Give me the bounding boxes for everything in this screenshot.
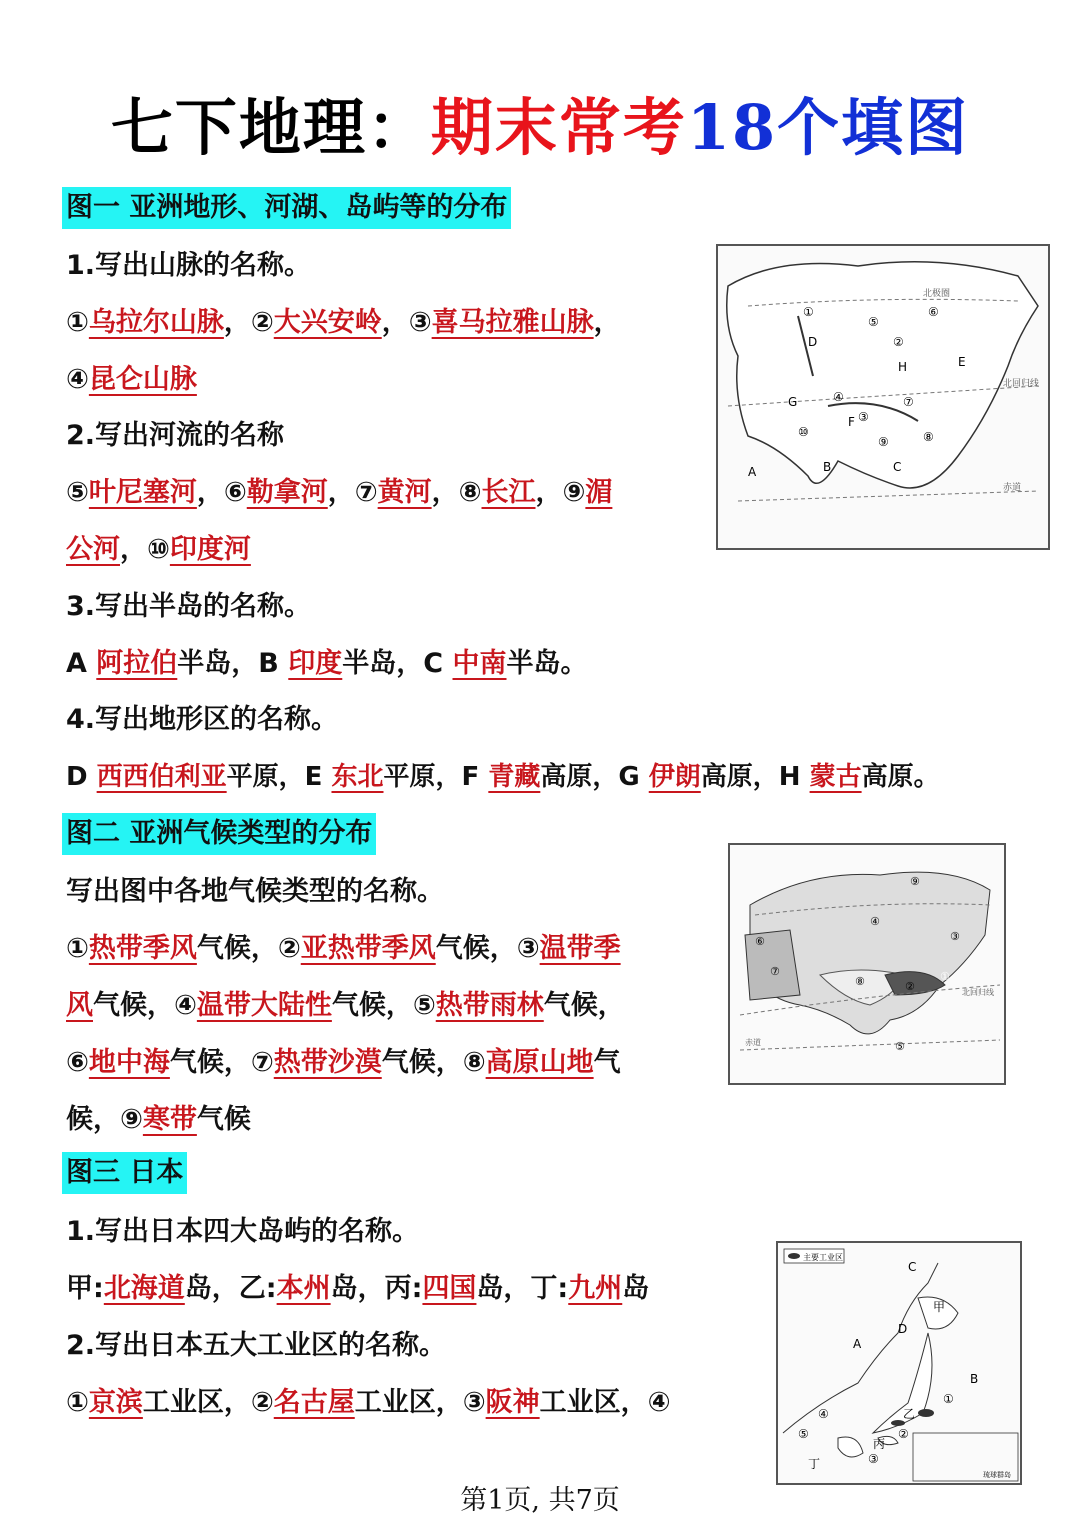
equator-label: 赤道: [1003, 483, 1022, 493]
equator-label: 赤道: [745, 1038, 761, 1047]
answer-line: 风气候，④温带大陆性气候，⑤热带雨林气候，: [66, 990, 625, 1021]
arctic-label: 北极圈: [923, 289, 951, 299]
map-label: F: [848, 415, 855, 429]
map-label: B: [970, 1372, 979, 1386]
map-label: ⑧: [923, 430, 934, 444]
answer-line: 公河，⑩印度河: [66, 534, 251, 565]
tropic-label: 北回归线: [962, 988, 994, 997]
map-label: D: [808, 335, 818, 349]
answer-line: ①京滨工业区，②名古屋工业区，③阪神工业区，④: [66, 1387, 671, 1418]
section-heading-1: 图一 亚洲地形、河湖、岛屿等的分布: [62, 187, 511, 229]
map-label: ⑦: [770, 965, 780, 978]
section-heading-2: 图二 亚洲气候类型的分布: [62, 813, 376, 855]
answer-line: 候，⑨寒带气候: [66, 1104, 251, 1135]
answer-line: ⑥地中海气候，⑦热带沙漠气候，⑧高原山地气: [66, 1047, 621, 1078]
answer-line: D 西西伯利亚平原，E 东北平原，F 青藏高原，G 伊朗高原，H 蒙古高原。: [66, 762, 940, 792]
question-text: 写出图中各地气候类型的名称。: [66, 876, 444, 907]
map-label: ④: [818, 1407, 829, 1421]
map-label: ②: [898, 1427, 909, 1441]
map-label: A: [853, 1337, 862, 1351]
map-label: ⑨: [910, 875, 920, 888]
map-label: ⑧: [855, 975, 865, 988]
map-label: 丁: [808, 1457, 821, 1471]
map-label: ⑤: [798, 1427, 809, 1441]
inset-label: 琉球群岛: [983, 1471, 1011, 1479]
map-label: E: [958, 355, 966, 369]
answer-line: A 阿拉伯半岛，B 印度半岛，C 中南半岛。: [66, 648, 588, 679]
page-footer: 第1页, 共7页: [460, 1485, 620, 1516]
answer-line: ④昆仑山脉: [66, 364, 197, 395]
map-label: D: [898, 1322, 908, 1336]
asia-terrain-map: [716, 244, 1050, 550]
map-label: 丙: [873, 1437, 886, 1451]
map-label: ②: [905, 980, 915, 993]
question-text: 3.写出半岛的名称。: [66, 591, 312, 622]
answer-line: 甲:北海道岛，乙:本州岛，丙:四国岛，丁:九州岛: [66, 1273, 650, 1304]
japan-map: [776, 1241, 1022, 1485]
map-label: ③: [950, 930, 960, 943]
map-label: A: [748, 465, 757, 479]
map-label: B: [823, 460, 832, 474]
question-text: 4.写出地形区的名称。: [66, 704, 339, 735]
map-label: ①: [943, 1392, 954, 1406]
map-label: G: [788, 395, 798, 409]
map-label: ④: [870, 915, 880, 928]
question-text: 1.写出山脉的名称。: [66, 250, 312, 281]
map-label: ⑤: [895, 1040, 905, 1053]
question-text: 1.写出日本四大岛屿的名称。: [66, 1216, 420, 1247]
map-label: H: [898, 360, 908, 374]
map-label: ②: [893, 335, 904, 349]
map-label: ③: [868, 1452, 879, 1466]
section-heading-3: 图三 日本: [62, 1152, 187, 1194]
legend-label: 主要工业区: [803, 1253, 843, 1262]
answer-line: ①乌拉尔山脉，②大兴安岭，③喜马拉雅山脉，: [66, 307, 621, 338]
map-label: C: [908, 1260, 917, 1274]
map-label: ⑩: [798, 425, 809, 439]
map-label: ⑦: [903, 395, 914, 409]
answer-line: ⑤叶尼塞河，⑥勒拿河，⑦黄河，⑧长江，⑨湄: [66, 477, 613, 508]
map-label: ⑥: [755, 935, 765, 948]
map-label: ①: [803, 305, 814, 319]
page-title: 七下地理：期末常考18个填图: [110, 91, 970, 164]
answer-line: ①热带季风气候，②亚热带季风气候，③温带季: [66, 933, 621, 964]
map-label: 乙: [903, 1407, 916, 1421]
map-label: 甲: [933, 1300, 946, 1314]
map-label: C: [893, 460, 902, 474]
map-label: ⑤: [868, 315, 879, 329]
tropic-label: 北回归线: [1003, 379, 1040, 389]
asia-climate-map: [728, 843, 1006, 1085]
question-text: 2.写出日本五大工业区的名称。: [66, 1330, 447, 1361]
map-label: ④: [833, 390, 844, 404]
map-label: ⑥: [928, 305, 939, 319]
map-label: ③: [858, 410, 869, 424]
map-label: ①: [940, 970, 950, 983]
map-label: ⑨: [878, 435, 889, 449]
question-text: 2.写出河流的名称: [66, 420, 285, 451]
